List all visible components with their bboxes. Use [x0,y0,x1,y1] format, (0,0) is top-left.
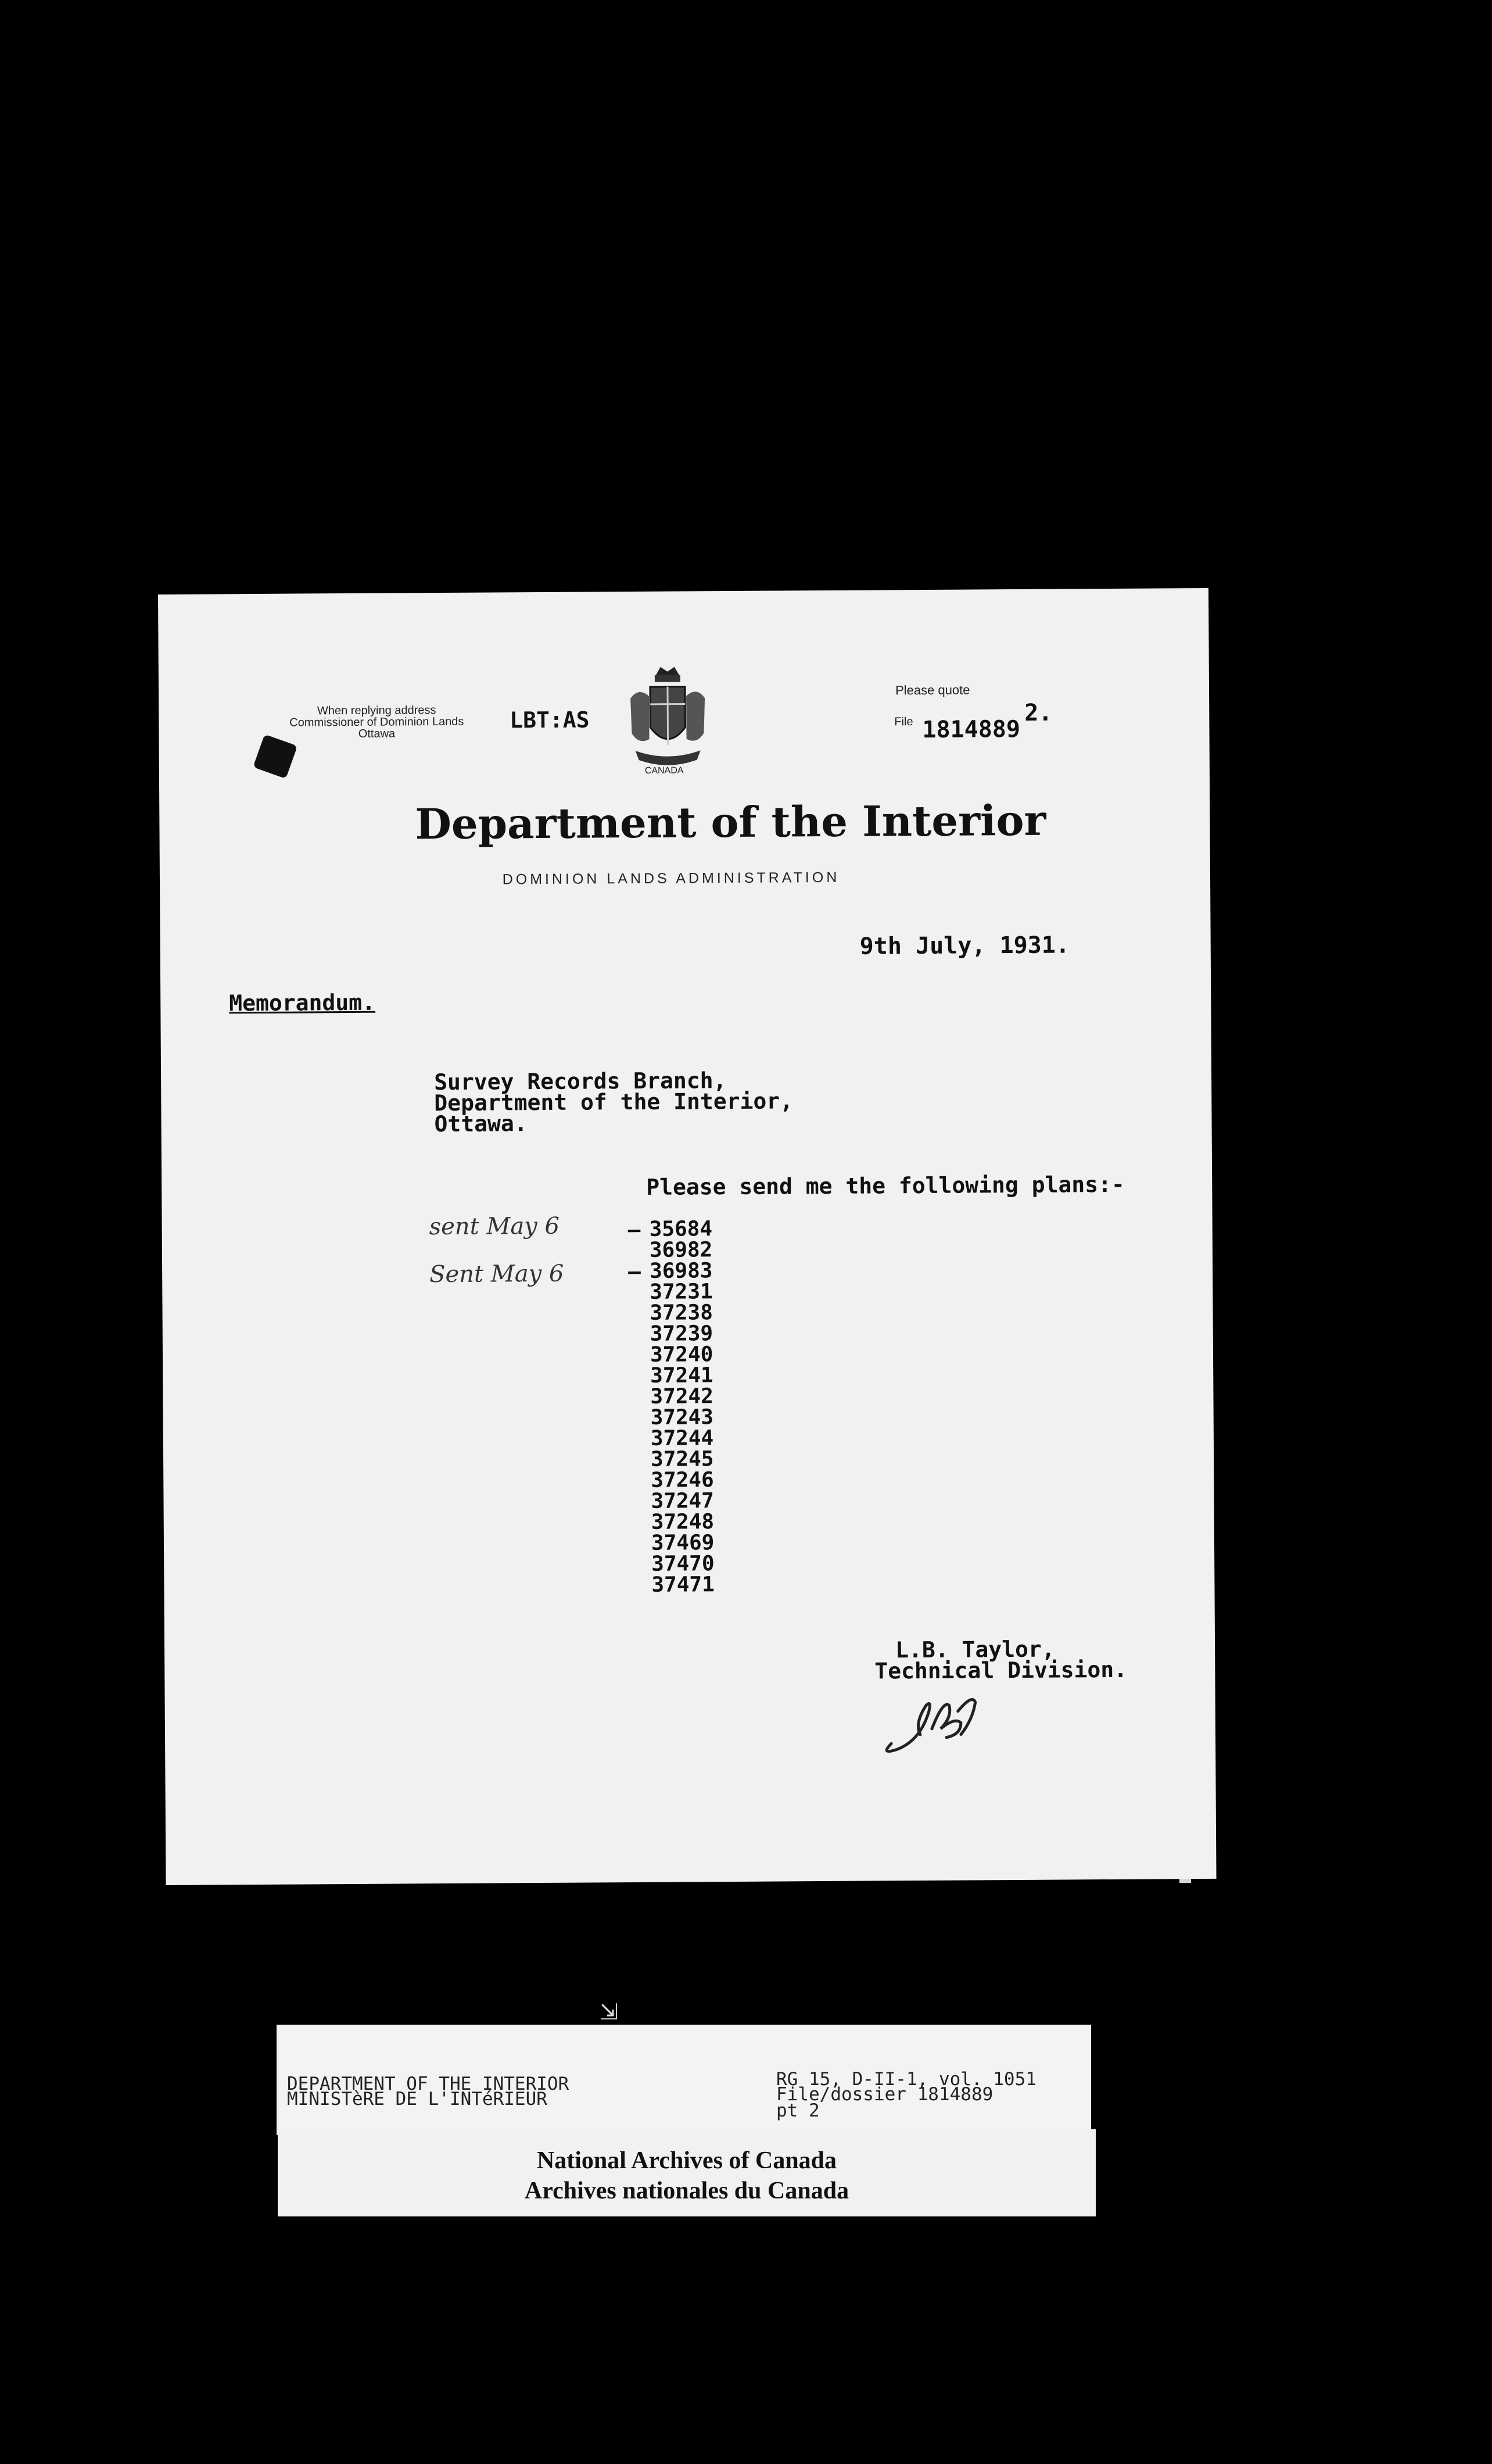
department-title: Department of the Interior [415,795,1046,849]
cursor-icon: ⇲ [600,1999,618,2025]
handwritten-note: Sent May 6 [429,1260,564,1288]
plan-number: 37245 [650,1447,714,1471]
reply-line: Ottawa [358,727,396,740]
department-fr: MINISTèRE DE L'INTéRIEUR [287,2089,547,2110]
plan-number: 37471 [651,1573,715,1597]
punch-hole [253,734,297,779]
plan-number: 36983 [650,1259,713,1283]
plan-number: 37240 [650,1342,713,1367]
plan-number: 35684 [649,1217,713,1241]
reference-code: LBT:AS [510,707,590,733]
letter-date: 9th July, 1931. [859,932,1070,960]
plan-number: 37239 [650,1321,713,1346]
reply-line: Commissioner of Dominion Lands [289,715,464,729]
plan-number: 37470 [651,1552,715,1576]
plan-number: 36982 [649,1238,713,1262]
crest-label: CANADA [644,765,684,776]
reply-line: When replying address [317,704,436,718]
letter-page [158,588,1217,1885]
request-line: Please send me the following plans:- [646,1171,1125,1200]
archives-name-en: National Archives of Canada [536,2147,837,2174]
plan-number: 37246 [651,1468,714,1492]
please-quote-label: Please quote [895,682,970,698]
file-label: File [894,715,913,729]
tick-mark: — [628,1259,641,1284]
address-line: Ottawa. [434,1111,528,1137]
page-number: 2. [1024,699,1053,726]
archive-reference-label [277,2025,1091,2135]
plan-number: 37244 [650,1426,714,1451]
coat-of-arms-icon [627,663,709,780]
department-subtitle: DOMINION LANDS ADMINISTRATION [502,869,840,888]
archives-name-label [278,2129,1096,2216]
department-en: DEPARTMENT OF THE INTERIOR [287,2073,569,2094]
plan-number: 37243 [650,1405,714,1430]
archive-ref-line: File/dossier 1814889 [776,2084,994,2105]
file-number: 1814889 [922,715,1021,743]
archive-ref-line: pt 2 [776,2100,820,2121]
plan-number: 37231 [650,1280,713,1304]
signer-division: Technical Division. [874,1656,1128,1684]
signer-name: L.B. Taylor, [895,1636,1055,1663]
handwritten-initials [874,1688,991,1758]
tick-mark: — [627,1217,641,1242]
plan-number: 37469 [651,1531,715,1555]
handwritten-note: sent May 6 [429,1212,560,1241]
memo-heading: Memorandum. [229,989,376,1016]
plan-number: 37247 [651,1489,715,1513]
plan-number: 37238 [650,1301,713,1325]
address-line: Department of the Interior, [434,1088,794,1116]
archives-name-fr: Archives nationales du Canada [524,2178,849,2204]
reply-instructions [281,704,472,740]
plan-number: 37241 [650,1363,713,1388]
address-line: Survey Records Branch, [434,1068,727,1095]
plan-number: 37242 [650,1384,713,1409]
archive-ref-line: RG 15, D-II-1, vol. 1051 [776,2069,1036,2090]
plan-number: 37248 [651,1510,715,1534]
